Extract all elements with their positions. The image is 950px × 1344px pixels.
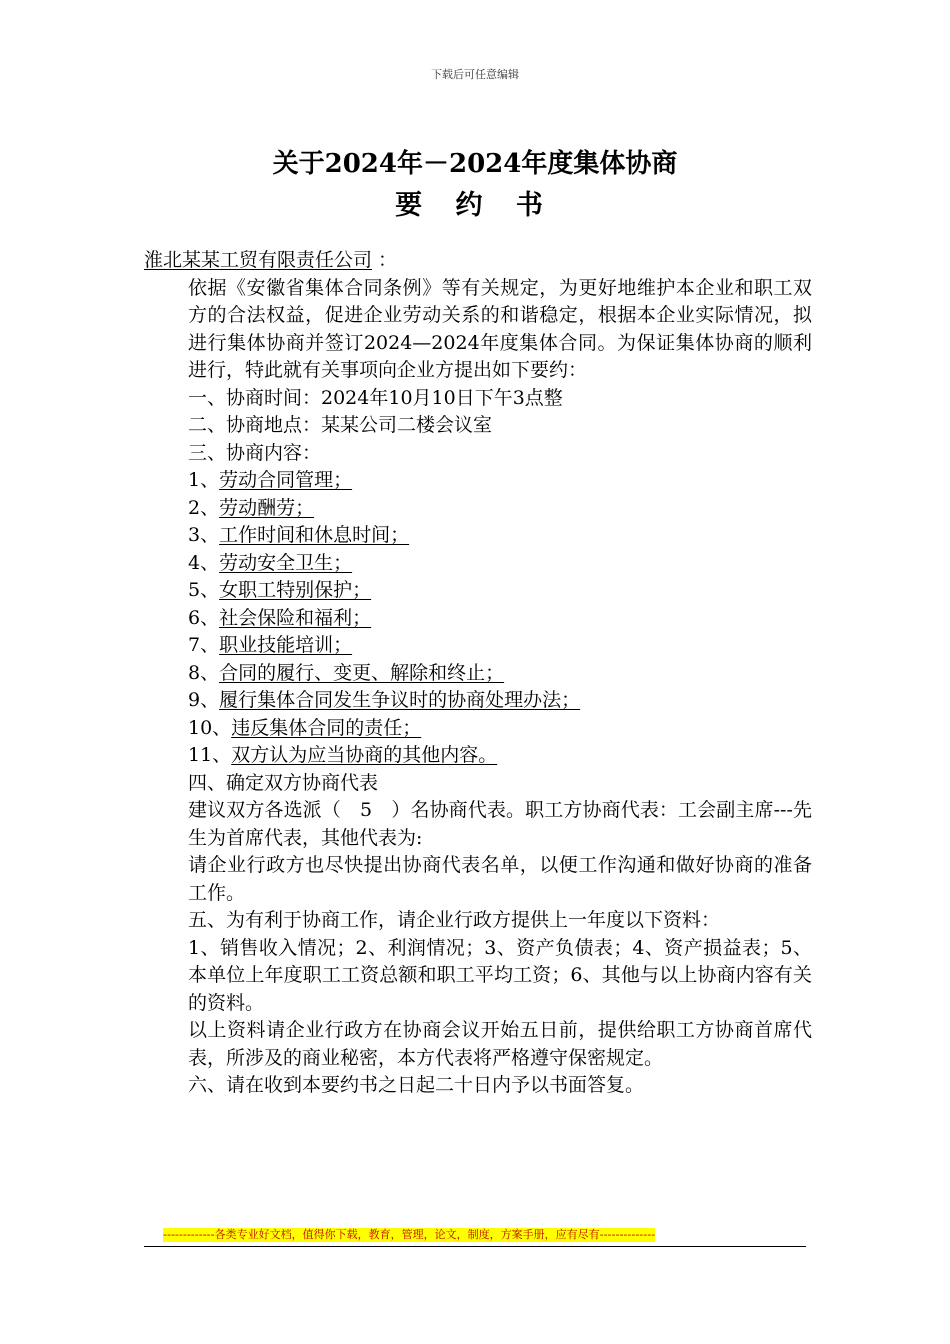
content-item-number: 6、 (188, 606, 220, 629)
addressee (144, 247, 812, 275)
addressee-name: 淮北某某工贸有限责任公司 (144, 249, 373, 271)
content-item (144, 495, 812, 523)
meeting-place: 二、协商地点：某某公司二楼会议室 (188, 414, 493, 436)
content-item-text: 劳动合同管理； (219, 469, 353, 491)
document-subtitle: 要 约 书 (395, 190, 555, 221)
document-title: 关于2024年－2024年度集体协商 (272, 149, 678, 179)
content-item-text: 女职工特别保护； (219, 579, 372, 601)
content-item-text: 合同的履行、变更、解除和终止； (219, 661, 505, 684)
content-item (144, 467, 812, 495)
content-item (144, 687, 812, 715)
content-item-number: 2、 (188, 496, 220, 519)
content-heading: 三、协商内容： (188, 441, 322, 464)
content-item-text: 双方认为应当协商的其他内容。 (231, 744, 498, 766)
footer-advert: -------------各类专业好文档，值得你下载，教育，管理，论文，制度，方案手册，应有尽有-------------- (163, 1228, 656, 1241)
content-item (144, 605, 812, 633)
materials-heading: 五、为有利于协商工作，请企业行政方提供上一年度以下资料： (188, 909, 721, 931)
addressee-suffix: ： (372, 249, 398, 271)
content-item-number: 8、 (188, 661, 220, 684)
content-item-number: 1、 (188, 469, 220, 491)
content-item-text: 劳动安全卫生； (219, 551, 353, 574)
document-body (144, 247, 812, 1100)
content-item (144, 550, 812, 578)
content-item (144, 742, 812, 770)
content-item-number: 9、 (188, 689, 220, 711)
content-list (144, 467, 812, 770)
content-item-text: 违反集体合同的责任； (231, 716, 422, 739)
content-item-number: 5、 (188, 579, 220, 601)
reply-line: 六、请在收到本要约书之日起二十日内予以书面答复。 (188, 1074, 645, 1096)
content-item (144, 715, 812, 743)
meeting-time: 一、协商时间：2024年10月10日下午3点整 (188, 386, 563, 409)
header-note: 下载后可任意编辑 (431, 68, 519, 81)
content-item-text: 履行集体合同发生争议时的协商处理办法； (219, 689, 581, 711)
content-item-text: 工作时间和休息时间； (219, 524, 410, 546)
content-item-text: 社会保险和福利； (219, 606, 372, 629)
content-item (144, 632, 812, 660)
content-item-text: 劳动酬劳； (219, 496, 315, 519)
content-item (144, 522, 812, 550)
content-item (144, 660, 812, 688)
reps-paragraph: 建议双方各选派（ 5 ）名协商代表。职工方协商代表：工会副主席---先生为首席代表，其他代表为: (188, 799, 812, 849)
intro-paragraph: 依据《安徽省集体合同条例》等有关规定，为更好地维护本企业和职工双方的合法权益，促进企业劳动关系的和谐稳定，根据本企业实际情况，拟进行集体协商并签订2024—2024年度集体合同。为保证集体协商的顺利进行，特此就有关事项向企业方提出如下要约： (188, 276, 812, 381)
content-item-number: 10、 (188, 716, 232, 739)
reps-heading: 四、确定双方协商代表 (188, 771, 379, 794)
materials-list: 1、销售收入情况；2、利润情况；3、资产负债表；4、资产损益表；5、本单位上年度职工工资总额和职工平均工资；6、其他与以上协商内容有关的资料。 (188, 936, 812, 1014)
content-item-number: 7、 (188, 634, 220, 656)
content-item-number: 11、 (188, 744, 232, 766)
materials-deadline: 以上资料请企业行政方在协商会议开始五日前，提供给职工方协商首席代表，所涉及的商业秘密，本方代表将严格遵守保密规定。 (188, 1019, 812, 1069)
content-item (144, 577, 812, 605)
content-item-number: 3、 (188, 524, 220, 546)
content-item-text: 职业技能培训； (219, 634, 353, 656)
content-item-number: 4、 (188, 551, 220, 574)
footer-divider (144, 1246, 806, 1247)
reps-request: 请企业行政方也尽快提出协商代表名单，以便工作沟通和做好协商的准备工作。 (188, 854, 812, 904)
